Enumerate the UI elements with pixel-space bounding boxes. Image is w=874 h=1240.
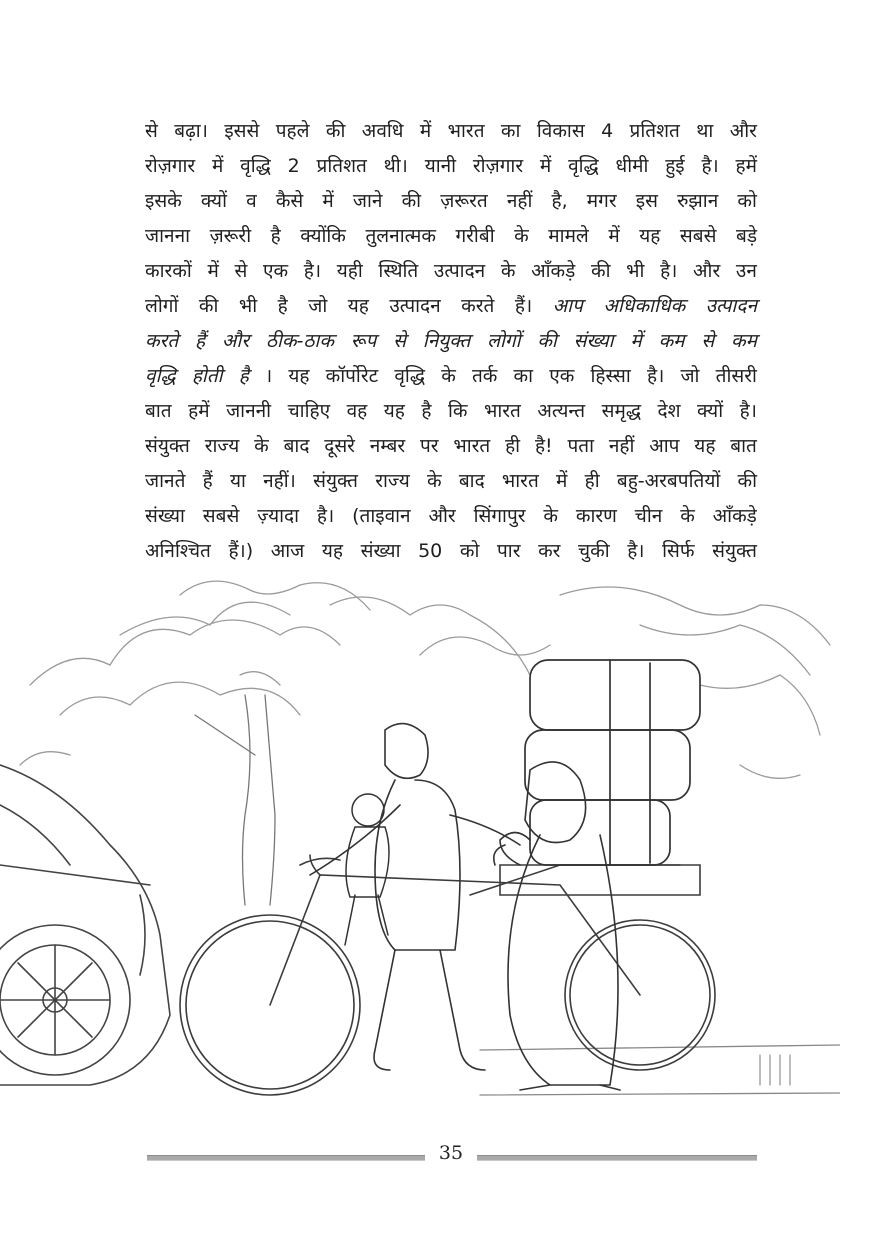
word: विकास xyxy=(536,120,585,142)
text-line xyxy=(145,149,757,184)
word: कर xyxy=(538,540,561,562)
word: तुलनात्मक xyxy=(365,225,436,247)
word: कम xyxy=(658,330,685,352)
word: जो xyxy=(308,295,328,317)
word: अत्यन्त xyxy=(537,400,586,422)
word: ज़्यादा xyxy=(257,505,300,527)
word: कम xyxy=(731,330,757,352)
word: सबसे xyxy=(679,225,717,247)
word: बढ़ा। xyxy=(174,120,208,142)
word: बाद xyxy=(458,470,485,492)
word: रोज़गार xyxy=(145,155,196,177)
word: की xyxy=(325,120,346,142)
word: हिस्सा xyxy=(590,365,631,387)
word: की xyxy=(590,260,611,282)
word: सिंगापुर xyxy=(473,505,526,527)
word: यह xyxy=(347,295,369,317)
word: था xyxy=(696,120,714,142)
footer-rule-left xyxy=(147,1155,425,1161)
word: गरीबी xyxy=(455,225,495,247)
word: से xyxy=(145,120,158,142)
word: या xyxy=(229,470,246,492)
text-line xyxy=(145,359,757,394)
text-line xyxy=(145,534,757,569)
word: क्यों xyxy=(200,190,227,212)
word: हुई xyxy=(665,155,685,177)
word: से xyxy=(393,330,406,352)
tree-foliage xyxy=(20,581,830,778)
word: का xyxy=(513,365,534,387)
word: नम्बर xyxy=(369,435,406,457)
word: आप xyxy=(552,295,583,317)
word: उत्पादन xyxy=(433,260,486,282)
word: है xyxy=(277,295,288,317)
word: दूसरे xyxy=(324,435,355,457)
car xyxy=(0,765,170,1085)
word: है xyxy=(238,365,249,387)
word: के xyxy=(500,260,516,282)
word: चुकी xyxy=(578,540,610,562)
word: भी xyxy=(626,260,645,282)
word: करते xyxy=(461,295,495,317)
word: नहीं xyxy=(608,435,635,457)
word: और xyxy=(729,120,757,142)
text-line xyxy=(145,254,757,289)
word: यह xyxy=(288,365,310,387)
word: लोगों xyxy=(145,295,179,317)
word: प्रतिशत xyxy=(316,155,367,177)
word: तर्क xyxy=(471,365,498,387)
word: 4 xyxy=(601,120,614,142)
word: कि xyxy=(447,400,468,422)
word: के xyxy=(441,365,456,387)
word: बात xyxy=(145,400,172,422)
word: जानना xyxy=(145,225,191,247)
word: है xyxy=(421,400,432,422)
word: की xyxy=(737,470,757,492)
word: वृद्धि xyxy=(394,365,426,387)
word: 2 xyxy=(287,155,300,177)
word: कारकों xyxy=(145,260,192,282)
word: बहु-अरबपतियों xyxy=(616,470,721,492)
word: ज़रूरी xyxy=(209,225,252,247)
word: यह xyxy=(321,540,343,562)
footer-rule-right xyxy=(477,1155,757,1161)
word: यह xyxy=(639,225,661,247)
word: यह xyxy=(383,400,405,422)
word: और xyxy=(221,330,250,352)
word: से xyxy=(701,330,715,352)
word: में xyxy=(539,155,552,177)
word: । xyxy=(265,365,273,387)
word: धीमी xyxy=(615,155,649,177)
word: इससे xyxy=(224,120,260,142)
word: जाने xyxy=(352,190,383,212)
man-figure xyxy=(310,724,520,1070)
word: आँकड़े xyxy=(531,260,576,282)
word: ही xyxy=(584,470,600,492)
word: होती xyxy=(191,365,223,387)
word: नहीं। xyxy=(263,470,296,492)
word: भारत xyxy=(483,400,521,422)
word: राज्य xyxy=(204,435,240,457)
word: उत्पादन xyxy=(705,295,757,317)
word: के xyxy=(514,225,529,247)
word: से xyxy=(234,260,248,282)
word: बाद xyxy=(283,435,310,457)
word: जानते xyxy=(145,470,186,492)
word: यानी xyxy=(424,155,457,177)
text-line xyxy=(145,219,757,254)
word: क्यों xyxy=(697,400,724,422)
word: और xyxy=(693,260,721,282)
word: अधिकाधिक xyxy=(603,295,686,317)
word: में xyxy=(556,470,568,492)
word: की xyxy=(401,190,422,212)
word: कॉर्पोरेट xyxy=(325,365,379,387)
word: बड़े xyxy=(735,225,757,247)
word: इसके xyxy=(145,190,182,212)
word: के xyxy=(254,435,269,457)
word: की xyxy=(537,330,557,352)
word: उन xyxy=(735,260,757,282)
word: है। xyxy=(646,365,665,387)
text-line xyxy=(145,324,757,359)
word: संयुक्त xyxy=(313,470,358,492)
word: में xyxy=(207,260,219,282)
word: में xyxy=(419,120,432,142)
word: सिर्फ xyxy=(662,540,695,562)
text-line xyxy=(145,464,757,499)
word: संख्या xyxy=(573,330,614,352)
word: व xyxy=(246,190,257,212)
word: है। xyxy=(303,260,322,282)
word: का xyxy=(500,120,521,142)
word: बात xyxy=(730,435,757,457)
word: की xyxy=(198,295,219,317)
word: इस xyxy=(635,190,658,212)
word: ठीक-ठाक xyxy=(265,330,334,352)
word: हैं xyxy=(202,470,213,492)
street-scene-illustration xyxy=(0,565,840,1120)
word: जो xyxy=(680,365,700,387)
word: कारण xyxy=(575,505,617,527)
woman-figure xyxy=(494,762,620,1090)
word: पता xyxy=(567,435,595,457)
word: आँकड़े xyxy=(712,505,757,527)
word: समृद्ध xyxy=(601,400,641,422)
text-line xyxy=(145,184,757,219)
word: नियुक्त xyxy=(422,330,471,352)
word: ही xyxy=(505,435,521,457)
word: है। xyxy=(739,400,757,422)
word: पार xyxy=(496,540,521,562)
word: क्योंकि xyxy=(300,225,346,247)
word: हैं। xyxy=(514,295,533,317)
body-text xyxy=(145,114,757,569)
word: है। xyxy=(627,540,645,562)
word: भारत xyxy=(501,470,539,492)
word: प्रतिशत xyxy=(629,120,680,142)
word: रूप xyxy=(350,330,377,352)
page-footer xyxy=(147,1140,757,1172)
word: देश xyxy=(657,400,681,422)
text-line xyxy=(145,429,757,464)
word: अनिश्चित xyxy=(145,540,211,562)
text-line xyxy=(145,289,757,324)
word: एक xyxy=(549,365,575,387)
word: ज़रूरत xyxy=(440,190,488,212)
word: चीन xyxy=(634,505,663,527)
word: पहले xyxy=(275,120,310,142)
word: संयुक्त xyxy=(712,540,757,562)
page-number: 35 xyxy=(438,1142,464,1164)
word: पर xyxy=(419,435,439,457)
word: तीसरी xyxy=(715,365,757,387)
word: कैसे xyxy=(275,190,304,212)
word: वृद्धि xyxy=(145,365,176,387)
word: (ताइवान xyxy=(352,505,411,527)
tree-trunk xyxy=(243,695,251,905)
text-line xyxy=(145,499,757,534)
word: वृद्धि xyxy=(568,155,599,177)
word: यही xyxy=(336,260,363,282)
word: है! xyxy=(534,435,553,457)
word: थी। xyxy=(383,155,408,177)
word: हैं xyxy=(195,330,206,352)
word: आप xyxy=(649,435,680,457)
word: में xyxy=(322,190,334,212)
word: हमें xyxy=(188,400,210,422)
text-line xyxy=(145,394,757,429)
word: है, xyxy=(551,190,568,212)
word: है। xyxy=(660,260,678,282)
word: लोगों xyxy=(487,330,521,352)
word: वृद्धि xyxy=(240,155,271,177)
word: संयुक्त xyxy=(145,435,190,457)
word: रोज़गार xyxy=(472,155,524,177)
word: चाहिए xyxy=(287,400,331,422)
word: हैं।) xyxy=(228,540,254,562)
word: है xyxy=(270,225,281,247)
word: वह xyxy=(346,400,368,422)
word: सबसे xyxy=(202,505,240,527)
word: और xyxy=(428,505,456,527)
word: में xyxy=(608,225,620,247)
word: 50 xyxy=(418,540,443,562)
word: है। xyxy=(701,155,719,177)
word: को xyxy=(737,190,757,212)
word: करते xyxy=(145,330,179,352)
word: राज्य xyxy=(375,470,410,492)
word: में xyxy=(630,330,642,352)
word: के xyxy=(543,505,558,527)
word: जाननी xyxy=(226,400,272,422)
word: नहीं xyxy=(506,190,533,212)
word: में xyxy=(211,155,224,177)
word: संख्या xyxy=(360,540,401,562)
word: अवधि xyxy=(361,120,404,142)
word: एक xyxy=(263,260,289,282)
word: के xyxy=(680,505,695,527)
word: रुझान xyxy=(677,190,719,212)
word: यह xyxy=(694,435,716,457)
word: मगर xyxy=(586,190,617,212)
word: संख्या xyxy=(145,505,185,527)
word: भारत xyxy=(447,120,485,142)
text-line xyxy=(145,114,757,149)
word: भारत xyxy=(453,435,491,457)
word: भी xyxy=(238,295,258,317)
word: है। xyxy=(316,505,335,527)
word: के xyxy=(427,470,442,492)
word: उत्पादन xyxy=(389,295,441,317)
word: को xyxy=(459,540,480,562)
word: आज xyxy=(270,540,305,562)
word: मामले xyxy=(548,225,589,247)
word: स्थिति xyxy=(378,260,419,282)
bicycle xyxy=(180,855,715,1095)
word: हमें xyxy=(735,155,757,177)
child-figure xyxy=(345,794,389,945)
